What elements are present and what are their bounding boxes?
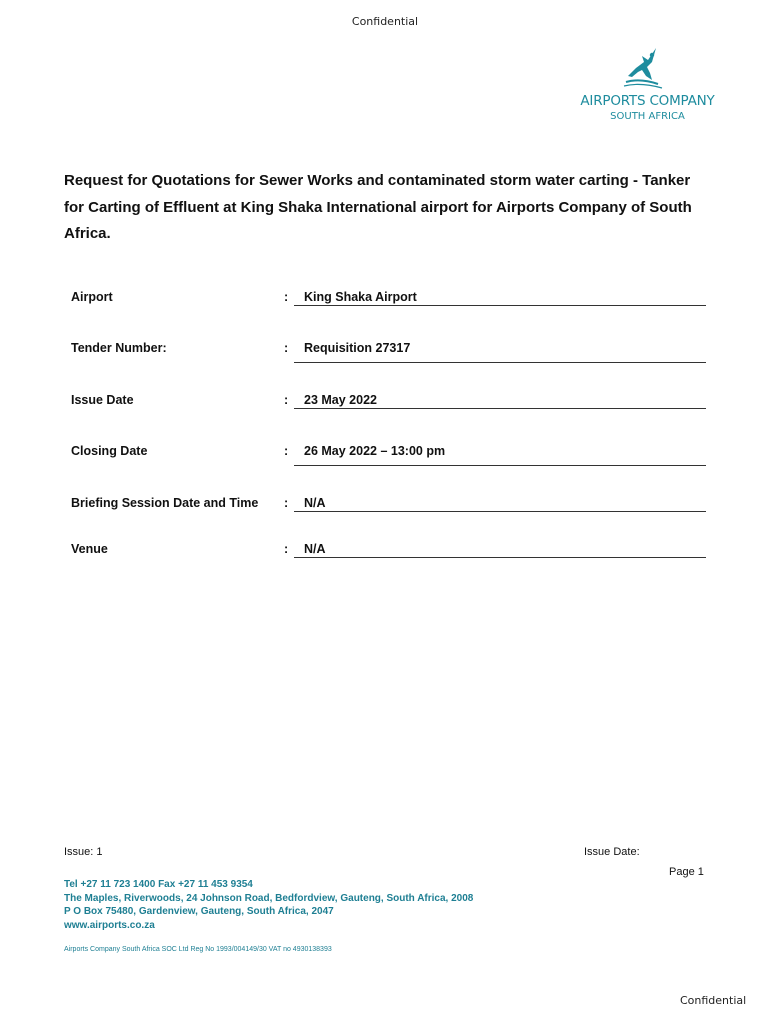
issue-date-value: 23 May 2022: [304, 393, 377, 407]
closing-date-underline: [294, 465, 706, 466]
closing-date-label: Closing Date: [71, 444, 148, 458]
company-logo: [560, 46, 730, 126]
document-title: Request for Quotations for Sewer Works and contaminated storm water carting - Tanker for Carting of Effluent at King Shaka International airport for Airports Company of South Africa.: [64, 172, 692, 242]
briefing-session-value: N/A: [304, 496, 326, 510]
tender-number-separator: :: [284, 341, 289, 355]
contact-address: The Maples, Riverwoods, 24 Johnson Road, Bedfordview, Gauteng, South Africa, 2008: [64, 892, 474, 904]
contact-po-box: P O Box 75480, Gardenview, Gauteng, South Africa, 2047: [64, 906, 334, 917]
contact-block: [64, 878, 473, 932]
briefing-session-label: Briefing Session Date and Time: [71, 496, 259, 510]
logo-company-name: AIRPORTS COMPANY: [580, 93, 715, 109]
venue-underline: [294, 557, 706, 558]
venue-label: Venue: [71, 542, 108, 556]
venue-separator: :: [284, 542, 289, 556]
registration-info: Airports Company South Africa SOC Ltd Reg No 1993/004149/30 VAT no 4930138393: [64, 946, 332, 953]
airport-underline: [294, 305, 706, 306]
tender-number-underline: [294, 362, 706, 363]
footer-issue-date: Issue Date:: [584, 846, 640, 858]
tender-number-label: Tender Number:: [71, 341, 167, 355]
airport-value: King Shaka Airport: [304, 290, 417, 304]
logo-country: SOUTH AFRICA: [610, 111, 685, 122]
airport-label: Airport: [71, 290, 113, 304]
briefing-session-separator: :: [284, 496, 289, 510]
airport-separator: :: [284, 290, 289, 304]
tender-number-value: Requisition 27317: [304, 341, 411, 355]
contact-website-link[interactable]: www.airports.co.za: [64, 919, 155, 931]
issue-date-underline: [294, 408, 706, 409]
briefing-session-underline: [294, 511, 706, 512]
flying-figure-icon: [622, 46, 666, 90]
confidential-footer: Confidential: [680, 994, 747, 1007]
confidential-header: Confidential: [351, 15, 419, 28]
closing-date-separator: :: [284, 444, 289, 458]
venue-value: N/A: [304, 542, 326, 556]
issue-date-separator: :: [284, 393, 289, 407]
closing-date-value: 26 May 2022 – 13:00 pm: [304, 444, 446, 458]
footer-page-number: Page 1: [669, 866, 704, 878]
contact-phone: Tel +27 11 723 1400 Fax +27 11 453 9354: [64, 879, 253, 890]
issue-date-label: Issue Date: [71, 393, 134, 407]
footer-issue-number: Issue: 1: [64, 846, 103, 858]
